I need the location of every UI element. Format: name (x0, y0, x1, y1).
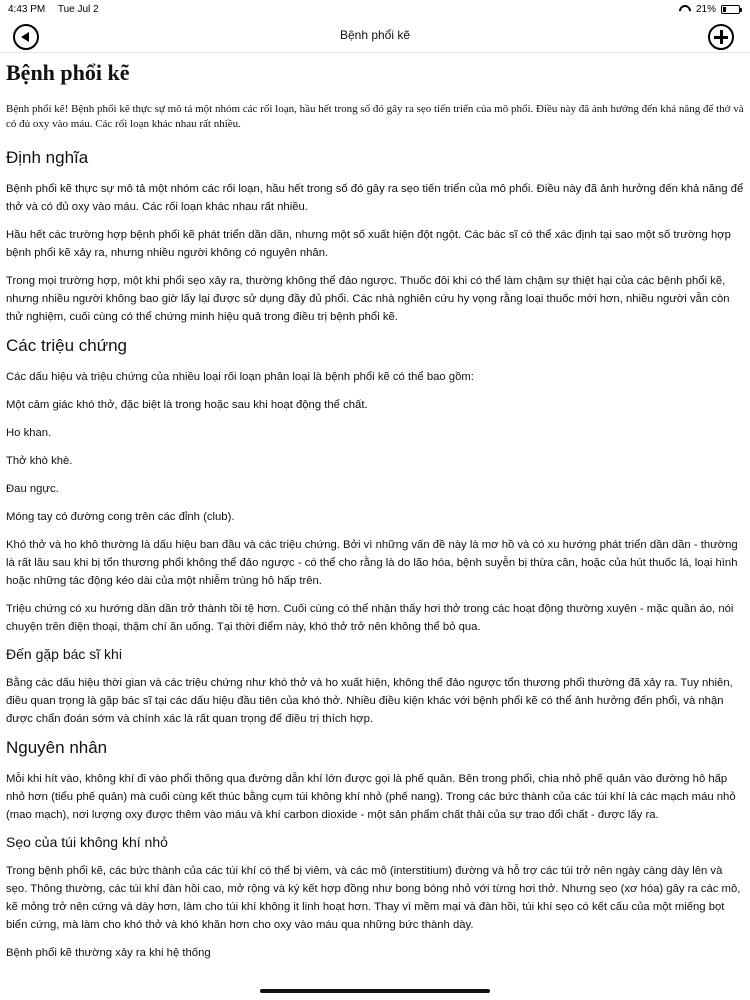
section-paragraph: Thở khò khè. (6, 455, 73, 467)
section-paragraph: Bằng các dấu hiệu thời gian và các triệu chứng như khó thở và ho xuất hiện, không thể đảo ngược tổn thương phổi thường đã xảy ra. Tuy nhiên, điều quan trọng là gặp bác sĩ tại các dấu hiệu đầu tiên của khó thở. Nhiều điều kiện khác với bệnh phổi kẽ có thể ảnh hưởng đến phổi, và nhận được chẩn đoán sớm và chính xác là rất quan trọng để điều trị thích hợp. (6, 677, 733, 725)
section-paragraph: Một cảm giác khó thở, đặc biệt là trong hoặc sau khi hoạt động thể chất. (6, 399, 368, 411)
clipped-paragraph: Bệnh phổi kẽ thường xảy ra khi hệ thống (6, 947, 211, 959)
section-paragraph: Ho khan. (6, 427, 52, 439)
battery-icon (721, 5, 740, 14)
section-paragraph: Các dấu hiệu và triệu chứng của nhiều loại rối loạn phân loại là bệnh phổi kẽ có thể bao gồm: (6, 371, 474, 383)
section-paragraph: Bệnh phổi kẽ thực sự mô tả một nhóm các rối loạn, hầu hết trong số đó gây ra sẹo tiến triển của mô phổi. Điều này đã ảnh hưởng đến khả năng để thở và có đủ oxy vào máu. Các rối loạn khác nhau rất nhiều. (6, 183, 744, 213)
section-heading: Định nghĩa (6, 148, 89, 167)
home-indicator[interactable] (260, 989, 490, 993)
add-button[interactable] (708, 24, 734, 50)
plus-icon (714, 30, 728, 44)
article-title: Bệnh phổi kẽ (6, 60, 130, 85)
navigation-bar (0, 19, 750, 53)
section-paragraph: Trong bệnh phổi kẽ, các bức thành của các túi khí có thể bị viêm, và các mô (interstitium) đường và hỗ trợ các túi trở nên ngày càng dày lên và sẹo. Thông thường, các túi khí đàn hồi cao, mở rộng và ký kết hợp đồng như bong bóng nhỏ với từng hơi thở. Nhưng sẹo (xơ hóa) gây ra các mô, kẽ mỏng trở nên cứng và dày hơn, làm cho túi khí không it linh hoạt hơn. Thay vì mềm mại và đàn hồi, túi khí sẹo có kết cấu của một miếng bọt biển cứng, mà làm cho khó thở và khó khăn hơn cho oxy vào máu qua những bức thành dày. (6, 865, 741, 931)
section-heading: Đến gặp bác sĩ khi (6, 646, 122, 662)
section-heading: Các triệu chứng (6, 336, 127, 355)
battery-percent: 21% (695, 4, 716, 15)
status-bar (0, 0, 750, 18)
section-paragraph: Trong mọi trường hợp, một khi phổi sẹo xảy ra, thường không thể đảo ngược. Thuốc đôi khi có thể làm chậm sự thiệt hại của các bệnh phổi kẽ, nhưng nhiều người không bao giờ lấy lại được sử dụng đầy đủ phổi. Các nhà nghiên cứu hy vọng rằng loại thuốc mới hơn, nhiều người vẫn còn thử nghiệm, cuối cùng có thể chứng minh hiệu quả trong điều trị bệnh phổi kẽ. (6, 275, 730, 323)
article-content (6, 60, 744, 962)
battery-fill (723, 7, 726, 12)
section-paragraph: Hầu hết các trường hợp bệnh phổi kẽ phát triển dần dần, nhưng một số xuất hiện đột ngột. Các bác sĩ có thể xác định tại sao một số trường hợp bệnh phổi kẽ xảy ra, nhưng nhiều người không có nguyên nhân. (6, 229, 731, 259)
nav-title: Bệnh phổi kẽ (339, 28, 411, 42)
section-paragraph: Triệu chứng có xu hướng dần dần trở thành tồi tệ hơn. Cuối cùng có thể nhận thấy hơi thở trong các hoạt động thường xuyên - mặc quần áo, nói chuyện trên điện thoại, thậm chí ăn uống. Tại thời điểm này, khó thở trở nên không thể bỏ qua. (6, 603, 734, 633)
section-paragraph: Mỗi khi hít vào, không khí đi vào phổi thông qua đường dẫn khí lớn được gọi là phế quản. Bên trong phổi, chia nhỏ phế quản vào đường hô hấp nhỏ hơn (tiểu phế quản) mà cuối cùng kết thúc bằng cụm túi không khí nhỏ (phế nang). Trong các bức thành của các túi khí là các mạch máu nhỏ (mao mạch), nơi lượng oxy được thêm vào máu và khí carbon dioxide - một sản phẩm chất thải của sự trao đổi chất - được lấy ra. (6, 773, 736, 821)
wifi-icon (679, 5, 691, 14)
section-paragraph: Đau ngực. (6, 483, 59, 495)
article-lead: Bệnh phổi kẽ! Bệnh phổi kẽ thực sự mô tả một nhóm các rối loạn, hầu hết trong số đó gây ra sẹo tiến triển của mô phổi. Điều này đã ảnh hưởng đến khả năng để thở và có đủ oxy vào máu. Các rối loạn khác nhau rất nhiều. (6, 103, 744, 130)
section-heading: Sẹo của túi không khí nhỏ (6, 834, 168, 850)
article-sections (6, 148, 744, 934)
status-time: 4:43 PM (8, 4, 46, 15)
status-date: Tue Jul 2 (57, 4, 99, 15)
section-paragraph: Móng tay có đường cong trên các đỉnh (club). (6, 511, 235, 523)
section-heading: Nguyên nhân (6, 738, 108, 757)
section-paragraph: Khó thở và ho khô thường là dấu hiệu ban đầu và các triệu chứng. Bởi vì những vấn đề này là mơ hồ và có xu hướng phát triển dần dần - thường là rất lâu sau khi bị tổn thương phổi không thể đảo ngược - có thể cho rằng là do lão hóa, bệnh suyễn bị thừa cân, hoặc của hút thuốc lá, loại hình hoặc những tác động kéo dài của một nhiễm trùng hô hấp trên. (6, 539, 738, 587)
